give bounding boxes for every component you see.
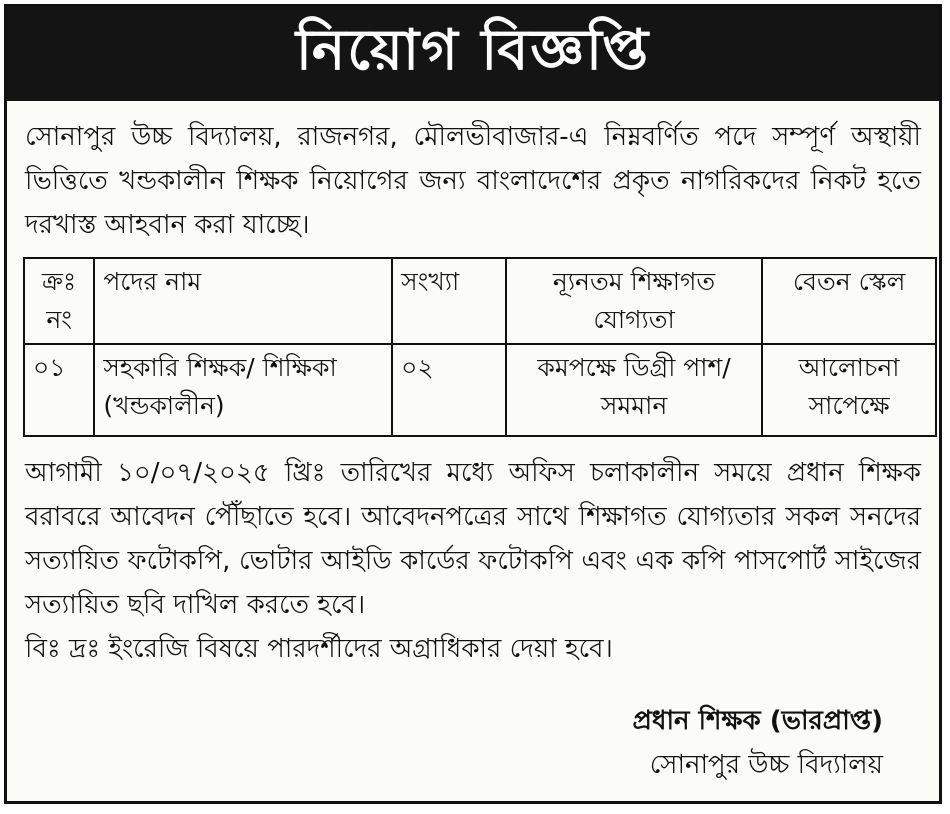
header-serial: ক্রঃ নং — [24, 258, 94, 344]
cell-serial: ০১ — [24, 344, 94, 436]
special-note: বিঃ দ্রঃ ইংরেজি বিষয়ে পারদর্শীদের অগ্রাধিকার দেয়া হবে। — [25, 634, 613, 664]
cell-pay-scale: আলোচনা সাপেক্ষে — [762, 344, 936, 436]
cell-qualification: কমপক্ষে ডিগ্রী পাশ/সমমান — [506, 344, 762, 436]
header-qualification: ন্যূনতম শিক্ষাগত যোগ্যতা — [506, 258, 762, 344]
school-name: সোনাপুর উচ্চ বিদ্যালয় — [649, 750, 883, 780]
table-header-row — [24, 258, 936, 344]
signature-block — [632, 699, 883, 787]
notice-header — [7, 7, 939, 101]
header-count: সংখ্যা — [392, 258, 506, 344]
notice-title: নিয়োগ বিজ্ঞপ্তি — [295, 18, 651, 83]
vacancy-table — [23, 257, 937, 437]
header-pay-scale: বেতন স্কেল — [762, 258, 936, 344]
table-row — [24, 344, 936, 436]
cell-post: সহকারি শিক্ষক/ শিক্ষিকা (খন্ডকালীন) — [94, 344, 392, 436]
job-notice — [4, 4, 942, 804]
application-instructions: আগামী ১০/০৭/২০২৫ খ্রিঃ তারিখের মধ্যে অফিস চলাকালীন সময়ে প্রধান শিক্ষক বরাবরে আবেদন পৌঁছাতে হবে। আবেদনপত্রের সাথে শিক্ষাগত যোগ্যতার সকল সনদের সত্যায়িত ফটোকপি, ভোটার আইডি কার্ডের ফটোকপি এবং এক কপি পাসপোর্ট সাইজের সত্যায়িত ছবি দাখিল করতে হবে। — [25, 458, 921, 620]
cell-count: ০২ — [392, 344, 506, 436]
intro-paragraph: সোনাপুর উচ্চ বিদ্যালয়, রাজনগর, মৌলভীবাজার-এ নিম্নবর্ণিত পদে সম্পূর্ণ অস্থায়ী ভিত্তিতে খন্ডকালীন শিক্ষক নিয়োগের জন্য বাংলাদেশের প্রকৃত নাগরিকদের নিকট হতে দরখাস্ত আহবান করা যাচ্ছে। — [25, 122, 921, 240]
header-post: পদের নাম — [94, 258, 392, 344]
signatory-title: প্রধান শিক্ষক (ভারপ্রাপ্ত) — [632, 706, 883, 736]
